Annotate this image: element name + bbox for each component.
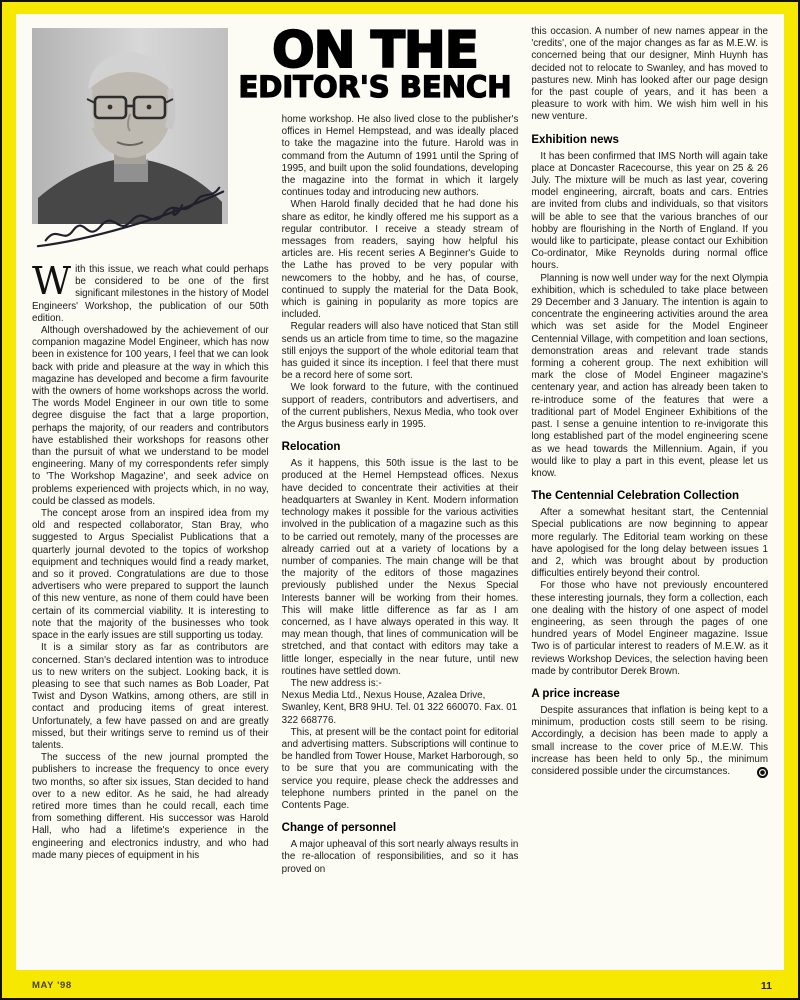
- paragraph: It has been confirmed that IMS North will again take place at Doncaster Racecourse, this year on 25 & 26 July. The mixture will be much as last year, covering model engineering, aircraft, boats and cars. Entries are invited from clubs and individuals, so that visitors will be able to see that the various branches of our hobby are flourishing in the North of England. If you would like to participate, please contact our Exhibition Co-ordinator, Mike Reynolds during normal office hours.: [531, 150, 769, 272]
- paragraph: The concept arose from an inspired idea from my old and respected collaborator, Stan Bray, who suggested to Argus Specialist Publications that a quarterly journal devoted to the topics of workshop equipment and techniques would find a ready market, and so it proved. Congratulations are due to those advertisers who were prepared to support the launch of this new venture, as none of them could have been certain of its commercial viability. It is interesting to note that the majority of the businesses who took space in the early issues are still supporting us today.: [32, 508, 269, 642]
- paragraph: When Harold finally decided that he had done his share as editor, he kindly offered me his support as a regular contributor. I receive a steady stream of messages from readers, saying how helpful his articles are. His recent series A Beginner's Guide to the Lathe has proved to be very popular with newcomers to the hobby, and he has, of course, continued to supply the material for the Data Book, which is gaining in popularity as more topics are included.: [281, 199, 519, 321]
- dropcap: W: [32, 259, 72, 303]
- paragraph: After a somewhat hesitant start, the Centennial Special publications are now beginning to appear more regularly. The Editorial team working on these have apologised for the long delay between issues 1 and 2, which was brought about by production difficulties entirely beyond their control.: [531, 507, 769, 580]
- paragraph-text: Despite assurances that inflation is being kept to a minimum, production costs still seem to be rising. Accordingly, a decision has been made to apply a small increase to the cover price of M.E.W. This increase has been held to only 5p., the minimum considered possible under the circumstances.: [531, 704, 769, 777]
- editor-portrait-photo: [32, 28, 228, 224]
- new-address: Nexus Media Ltd., Nexus House, Azalea Drive, Swanley, Kent, BR8 9HU. Tel. 01 322 660070. Fax. 01 322 668776.: [281, 690, 518, 726]
- paragraph: This, at present will be the contact point for editorial and advertising matters. Subscriptions will continue to be handled from Tower House, Market Harborough, so to be sure that you are communicating with the service you require, please check the addresses and telephone numbers printed in the panel on the Contents Page.: [281, 726, 519, 811]
- section-heading-change-of-personnel: Change of personnel: [281, 822, 397, 835]
- column-2: [238, 21, 519, 956]
- paragraph: Although overshadowed by the achievement of our companion magazine Model Engineer, which has now been in existence for 100 years, I feel that we can look back with pride and pleasure at the way in which this magazine has developed and become a firm favourite with the owners of home workshops across the world. The words Model Engineer in our own title to some degree disguise the fact that a large proportion, perhaps the majority, of our readers and contributors have established their workshops for reasons other than the pursuit of what we understand to be model engineering. Many of my correspondents refer simply to 'The Workshop Magazine', and seek advice on problems experienced with projects which, in no way, could be classed as models.: [32, 325, 269, 507]
- paragraph: Planning is now well under way for the next Olympia exhibition, which is scheduled to take place between 29 December and 3 January. The intention is again to concentrate the engineering activities around the area which was set aside for the Model Engineer Centennial Village, with competition and loan sections, demonstration areas and relevant trade stands forming a coherent group. The next exhibition will mark the close of Model Engineer magazine's centenary year, and action has already been taken to re-introduce some of the features that were a traditional part of Model Engineer Exhibitions of the past. I sense a genuine intention to re-invigorate this long established part of the model engineering scene as we head towards the Millennium. Again, if you would like to play a part in this event, please let us know.: [531, 272, 769, 479]
- paragraph: The new address is:-: [290, 677, 382, 689]
- section-heading-exhibition-news: Exhibition news: [531, 133, 619, 146]
- title-line-2: EDITOR'S BENCH: [238, 70, 512, 104]
- section-heading-centennial-collection: The Centennial Celebration Collection: [531, 490, 740, 503]
- page-number: 11: [760, 980, 772, 992]
- column-3: [531, 26, 768, 956]
- paragraph: We look forward to the future, with the continued support of readers, contributors and advertisers, and of the current publishers, Nexus Media, who took over the Argus business early in 1995.: [281, 382, 519, 431]
- title-line-1: ON THE: [272, 21, 478, 79]
- paragraph: As it happens, this 50th issue is the last to be produced at the Hemel Hempstead offices. Nexus have decided to concentrate their activities at their headquarters at Swanley in Kent. Modern information technology makes it possible for the various activities involved in the publication of a magazine such as this to be carried out remotely, many of the processes are already carried out at a variety of locations by a number of companies. The main change will be that the majority of the editors of those magazines previously published under the Nexus Special Interests banner will be working from their homes. This will make little difference as far as I am concerned, as I have always operated in this way. It may mean though, that lines of communication will be stretched, and that contact with editors may take a little longer, especially in the near future, until new routines have settled down.: [281, 458, 519, 677]
- paragraph: The success of the new journal prompted the publishers to increase the frequency to once every two months, so after six issues, Stan decided to hand over to a new editor. As he said, he had already retired more times than he could recall, each time from something different. His successor was Harold Hall, who had a lifetime's experience in the engineering and electronics industry, and who had made many pieces of equipment in his: [32, 752, 269, 861]
- editor-portrait-image: [32, 28, 228, 224]
- paragraph: For those who have not previously encountered these interesting journals, they form a collection, each one dealing with the history of one aspect of model engineering, as seen through the pages of one hundred years of Model Engineer magazine. Issue Two is of particular interest to readers of M.E.W. as it reviews Workshop Devices, the selection having been made by contributor Derek Brown.: [531, 580, 769, 677]
- paragraph: home workshop. He also lived close to the publisher's offices in Hemel Hempstead, and was ideally placed to take the magazine into the future. Harold was in command from the Autumn of 1991 until the Spring of 1995, and built upon the solid foundations, developing the magazine into the format in which it largely continues today and introducing new authors.: [281, 114, 519, 199]
- issue-date: MAY '98: [32, 980, 72, 991]
- paragraph: It is a similar story as far as contributors are concerned. Stan's declared intention was to introduce us to new writers on the subject. Looking back, it is pleasing to see that such names as Bob Loader, Pat Twist and Dyson Watkins, among others, are still in contact and producing items of great interest. Unfortunately, a few have passed on and are greatly missed, but their writings serve to remind us of their talents.: [32, 642, 269, 751]
- paragraph: [32, 259, 269, 325]
- column-1: [32, 26, 269, 956]
- paragraph-text: ith this issue, we reach what could perhaps be considered to be one of the first significant milestones in the history of Model Engineers' Workshop, the publication of our 50th edition.: [32, 264, 269, 324]
- paragraph: [531, 705, 768, 778]
- paragraph: A major upheaval of this sort nearly always results in the re-allocation of responsibilities, and so it has proved on: [281, 839, 519, 875]
- end-of-article-icon: [757, 767, 768, 778]
- paragraph: this occasion. A number of new names appear in the 'credits', one of the major changes as far as M.E.W. is concerned being that our designer, Minh Huynh has decided not to relocate to Swanley, and has moved to pastures new. Minh has looked after our page design for the past couple of years, and it has been a pleasure to work with him. We wish him well in his new venture.: [531, 26, 769, 123]
- paragraph: Regular readers will also have noticed that Stan still sends us an article from time to time, so the magazine still enjoys the support of the whole editorial team that has guided it since its inception. I feel that there must be a record here of some sort.: [281, 321, 519, 382]
- section-heading-relocation: Relocation: [281, 441, 341, 454]
- article-content: [32, 21, 769, 956]
- article-title: [232, 21, 519, 104]
- magazine-page: [16, 14, 784, 970]
- section-heading-price-increase: A price increase: [531, 687, 620, 700]
